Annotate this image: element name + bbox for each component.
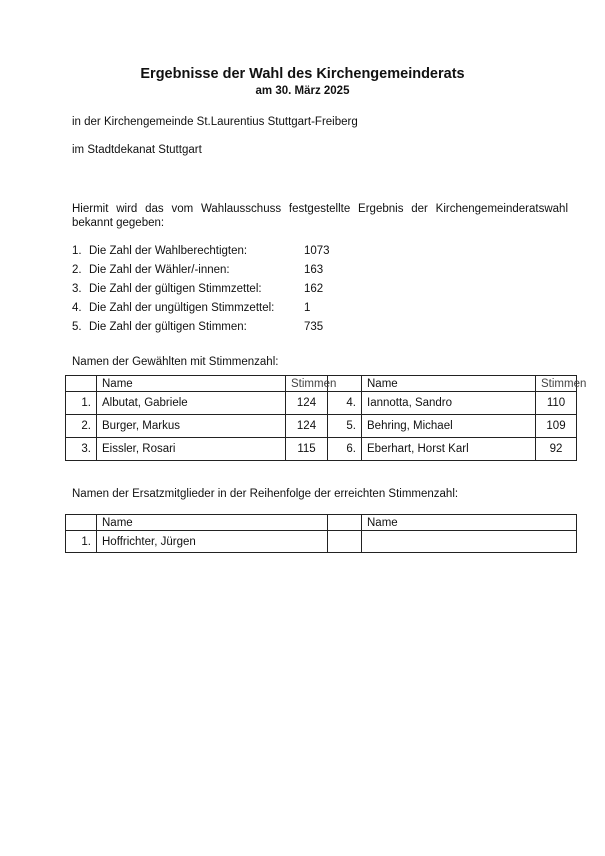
elected-heading: Namen der Gewählten mit Stimmenzahl: [72, 356, 279, 368]
table-row [66, 531, 577, 553]
stat-label: Die Zahl der Wahlberechtigten: [89, 245, 248, 257]
table-header-row [66, 515, 577, 531]
name-header: Name [362, 515, 577, 531]
votes-header: Stimmen [286, 376, 328, 392]
stat-number: 1. [72, 245, 82, 257]
rank-cell: 1. [66, 531, 97, 553]
stat-number: 5. [72, 321, 82, 333]
rank-cell: 1. [66, 392, 97, 415]
votes-cell: 110 [536, 392, 577, 415]
elected-table [65, 375, 587, 461]
name-cell: Iannotta, Sandro [362, 392, 536, 415]
stat-value: 163 [304, 264, 324, 276]
rank-cell: 5. [328, 415, 362, 438]
empty-rank-cell [328, 531, 362, 553]
parish-line: in der Kirchengemeinde St.Laurentius Stuttgart-Freiberg [72, 116, 358, 128]
votes-cell: 109 [536, 415, 577, 438]
number-header-cell [66, 376, 97, 392]
votes-cell: 124 [286, 415, 328, 438]
name-cell: Eberhart, Horst Karl [362, 438, 536, 461]
table-row [66, 415, 577, 438]
substitutes-table [65, 514, 577, 553]
deanery-line: im Stadtdekanat Stuttgart [72, 144, 202, 156]
stat-number: 3. [72, 283, 82, 295]
rank-cell: 6. [328, 438, 362, 461]
number-header-cell [328, 515, 362, 531]
stat-number: 2. [72, 264, 82, 276]
name-cell: Eissler, Rosari [97, 438, 286, 461]
stat-value: 162 [304, 283, 324, 295]
substitutes-heading: Namen der Ersatzmitglieder in der Reihenfolge der erreichten Stimmenzahl: [72, 488, 459, 500]
stat-label: Die Zahl der Wähler/-innen: [89, 264, 230, 276]
number-header-cell [66, 515, 97, 531]
stat-value: 735 [304, 321, 324, 333]
name-cell: Behring, Michael [362, 415, 536, 438]
votes-cell: 92 [536, 438, 577, 461]
stat-value: 1073 [304, 245, 330, 257]
table-header-row [66, 376, 577, 392]
votes-cell: 115 [286, 438, 328, 461]
name-header: Name [97, 376, 286, 392]
election-date: am 30. März 2025 [255, 85, 350, 97]
stat-label: Die Zahl der gültigen Stimmzettel: [89, 283, 262, 295]
table-row [66, 392, 577, 415]
rank-cell: 4. [328, 392, 362, 415]
empty-name-cell [362, 531, 577, 553]
announcement-paragraph: Hiermit wird das vom Wahlausschuss festgestellte Ergebnis der Kirchengemeinderatswahl bekannt gegeben: [72, 203, 568, 229]
stat-value: 1 [304, 302, 311, 314]
name-header: Name [97, 515, 328, 531]
rank-cell: 3. [66, 438, 97, 461]
name-cell: Albutat, Gabriele [97, 392, 286, 415]
votes-header: Stimmen [536, 376, 577, 392]
rank-cell: 2. [66, 415, 97, 438]
name-cell: Hoffrichter, Jürgen [97, 531, 328, 553]
votes-cell: 124 [286, 392, 328, 415]
stat-label: Die Zahl der gültigen Stimmen: [89, 321, 247, 333]
document-title: Ergebnisse der Wahl des Kirchengemeinderats [140, 66, 465, 82]
name-header: Name [362, 376, 536, 392]
name-cell: Burger, Markus [97, 415, 286, 438]
stat-label: Die Zahl der ungültigen Stimmzettel: [89, 302, 275, 314]
table-row [66, 438, 577, 461]
stat-number: 4. [72, 302, 82, 314]
